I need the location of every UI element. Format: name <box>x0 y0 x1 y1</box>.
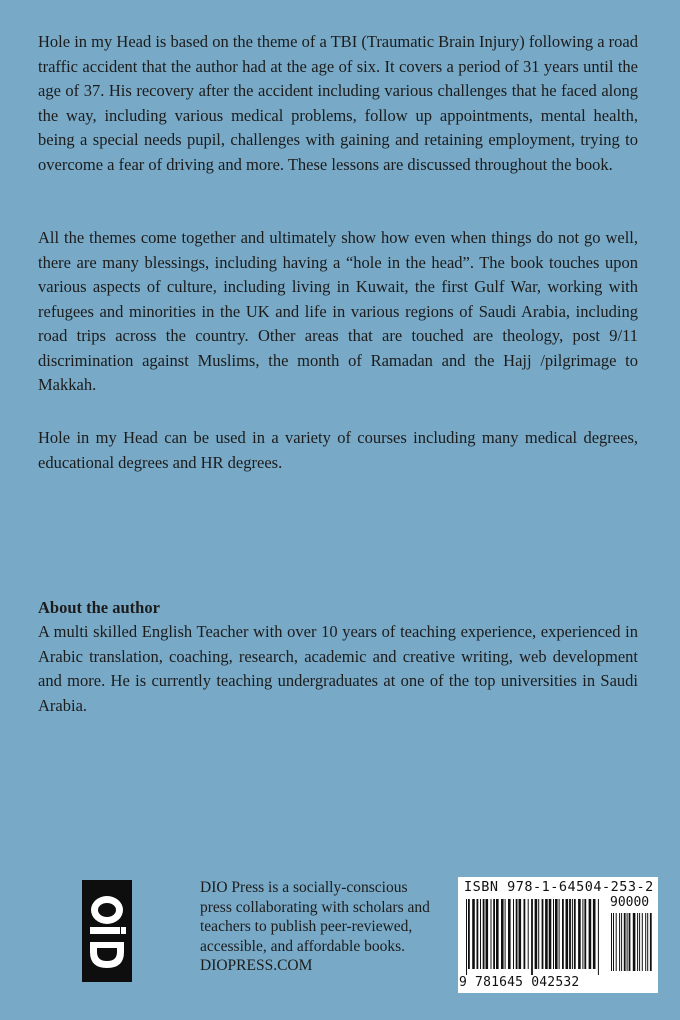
barcode-bar <box>472 899 475 969</box>
barcode-bar <box>562 899 564 969</box>
publisher-blurb-line: press collaborating with scholars and <box>200 898 430 916</box>
barcode-bar <box>542 899 544 969</box>
barcode-bar <box>621 913 622 971</box>
barcode-bar <box>569 899 571 969</box>
ean-barcode-bars <box>464 899 604 975</box>
addon-barcode-bars <box>609 913 655 973</box>
barcode-bar <box>483 899 485 969</box>
barcode-bar <box>566 899 569 969</box>
barcode-bar <box>650 913 652 971</box>
barcode-bar <box>513 899 514 969</box>
barcode-bar <box>496 899 499 969</box>
barcode-bar <box>645 913 646 971</box>
barcode-bar <box>505 899 506 969</box>
barcode-bar <box>598 899 599 975</box>
barcode-bar <box>468 899 470 969</box>
publisher-blurb <box>200 878 440 976</box>
barcode-bar <box>516 899 518 969</box>
barcode-bar <box>519 899 522 969</box>
barcode-bar <box>466 899 467 975</box>
description-paragraph-2: All the themes come together and ultimately show how even when things do not go well, there are many blessings, including having a “hole in the head”. The book touches upon various aspects of culture, including living in Kuwait, the first Gulf War, working with refugees and minorities in the UK and life in various regions of Saudi Arabia, including road trips across the country. Other areas that are touched are theology, post 9/11 discrimination against Muslims, the month of Ramadan and the Hajj /pilgrimage to Makkah. <box>38 228 638 394</box>
publisher-blurb-line: accessible, and affordable books. <box>200 937 406 955</box>
barcode-bar <box>477 899 479 969</box>
barcode-bar <box>524 899 526 969</box>
barcode-bar <box>647 913 648 971</box>
barcode-bar <box>619 913 620 971</box>
barcode-bar <box>584 899 586 969</box>
barcode-bar <box>627 913 628 971</box>
barcode-bar <box>616 913 617 971</box>
barcode-bar <box>480 899 481 969</box>
barcode-bar <box>637 913 638 971</box>
barcode-bar <box>578 899 581 969</box>
ean-digits: 9 781645 042532 <box>459 975 580 990</box>
price-addon-code: 90000 <box>610 895 650 910</box>
barcode-bar <box>538 899 539 969</box>
dio-press-logo <box>82 880 132 982</box>
barcode-bar <box>574 899 576 969</box>
isbn-barcode <box>458 877 658 993</box>
barcode-bar <box>633 913 636 971</box>
barcode-bar <box>508 899 511 969</box>
barcode-bar <box>642 913 643 971</box>
isbn-label: ISBN 978-1-64504-253-2 <box>464 879 654 895</box>
barcode-bar <box>493 899 495 969</box>
barcode-bar <box>531 899 533 975</box>
dio-logo-icon <box>82 880 132 982</box>
barcode-bar <box>491 899 492 969</box>
barcode-bar <box>593 899 596 969</box>
barcode-bar <box>545 899 548 969</box>
barcode-bar <box>559 899 560 969</box>
barcode-bar <box>611 913 612 971</box>
barcode-bar <box>535 899 538 969</box>
barcode-bar <box>553 899 554 969</box>
barcode-bar <box>572 899 573 969</box>
barcode-bar <box>555 899 558 969</box>
barcode-bar <box>639 913 640 971</box>
barcode-bar <box>549 899 552 969</box>
description-paragraph-1: Hole in my Head is based on the theme of a TBI (Traumatic Brain Injury) following a road traffic accident that the author had at the age of six. It covers a period of 31 years until the age of 37. His recovery after the accident including various challenges that he faced along the way, including various medical problems, follow up appointments, mental health, being a special needs pupil, challenges with gaining and retaining employment, trying to overcome a fear of driving and more. These lessons are discussed throughout the book. <box>38 32 638 174</box>
publisher-blurb-line: teachers to publish peer-reviewed, <box>200 918 413 935</box>
barcode-bar <box>501 899 504 969</box>
about-author-heading: About the author <box>38 598 160 617</box>
barcode-bar <box>624 913 626 971</box>
barcode-bar <box>629 913 631 971</box>
barcode-bar <box>486 899 489 969</box>
barcode-bar <box>582 899 583 969</box>
barcode-bar <box>528 899 529 969</box>
publisher-blurb-line: DIO Press is a socially-conscious <box>200 879 408 896</box>
publisher-website: DIOPRESS.COM <box>200 957 313 974</box>
about-author-body: A multi skilled English Teacher with over 10 years of teaching experience, experienced in Arabic translation, coaching, research, academic and creative writing, web development and more. He is currently teaching undergraduates at one of the top universities in Saudi Arabia. <box>38 622 638 715</box>
description-paragraph-3: Hole in my Head can be used in a variety of courses including many medical degrees, educational degrees and HR degrees. <box>38 428 638 472</box>
barcode-bar <box>589 899 592 969</box>
barcode-bar <box>613 913 614 971</box>
